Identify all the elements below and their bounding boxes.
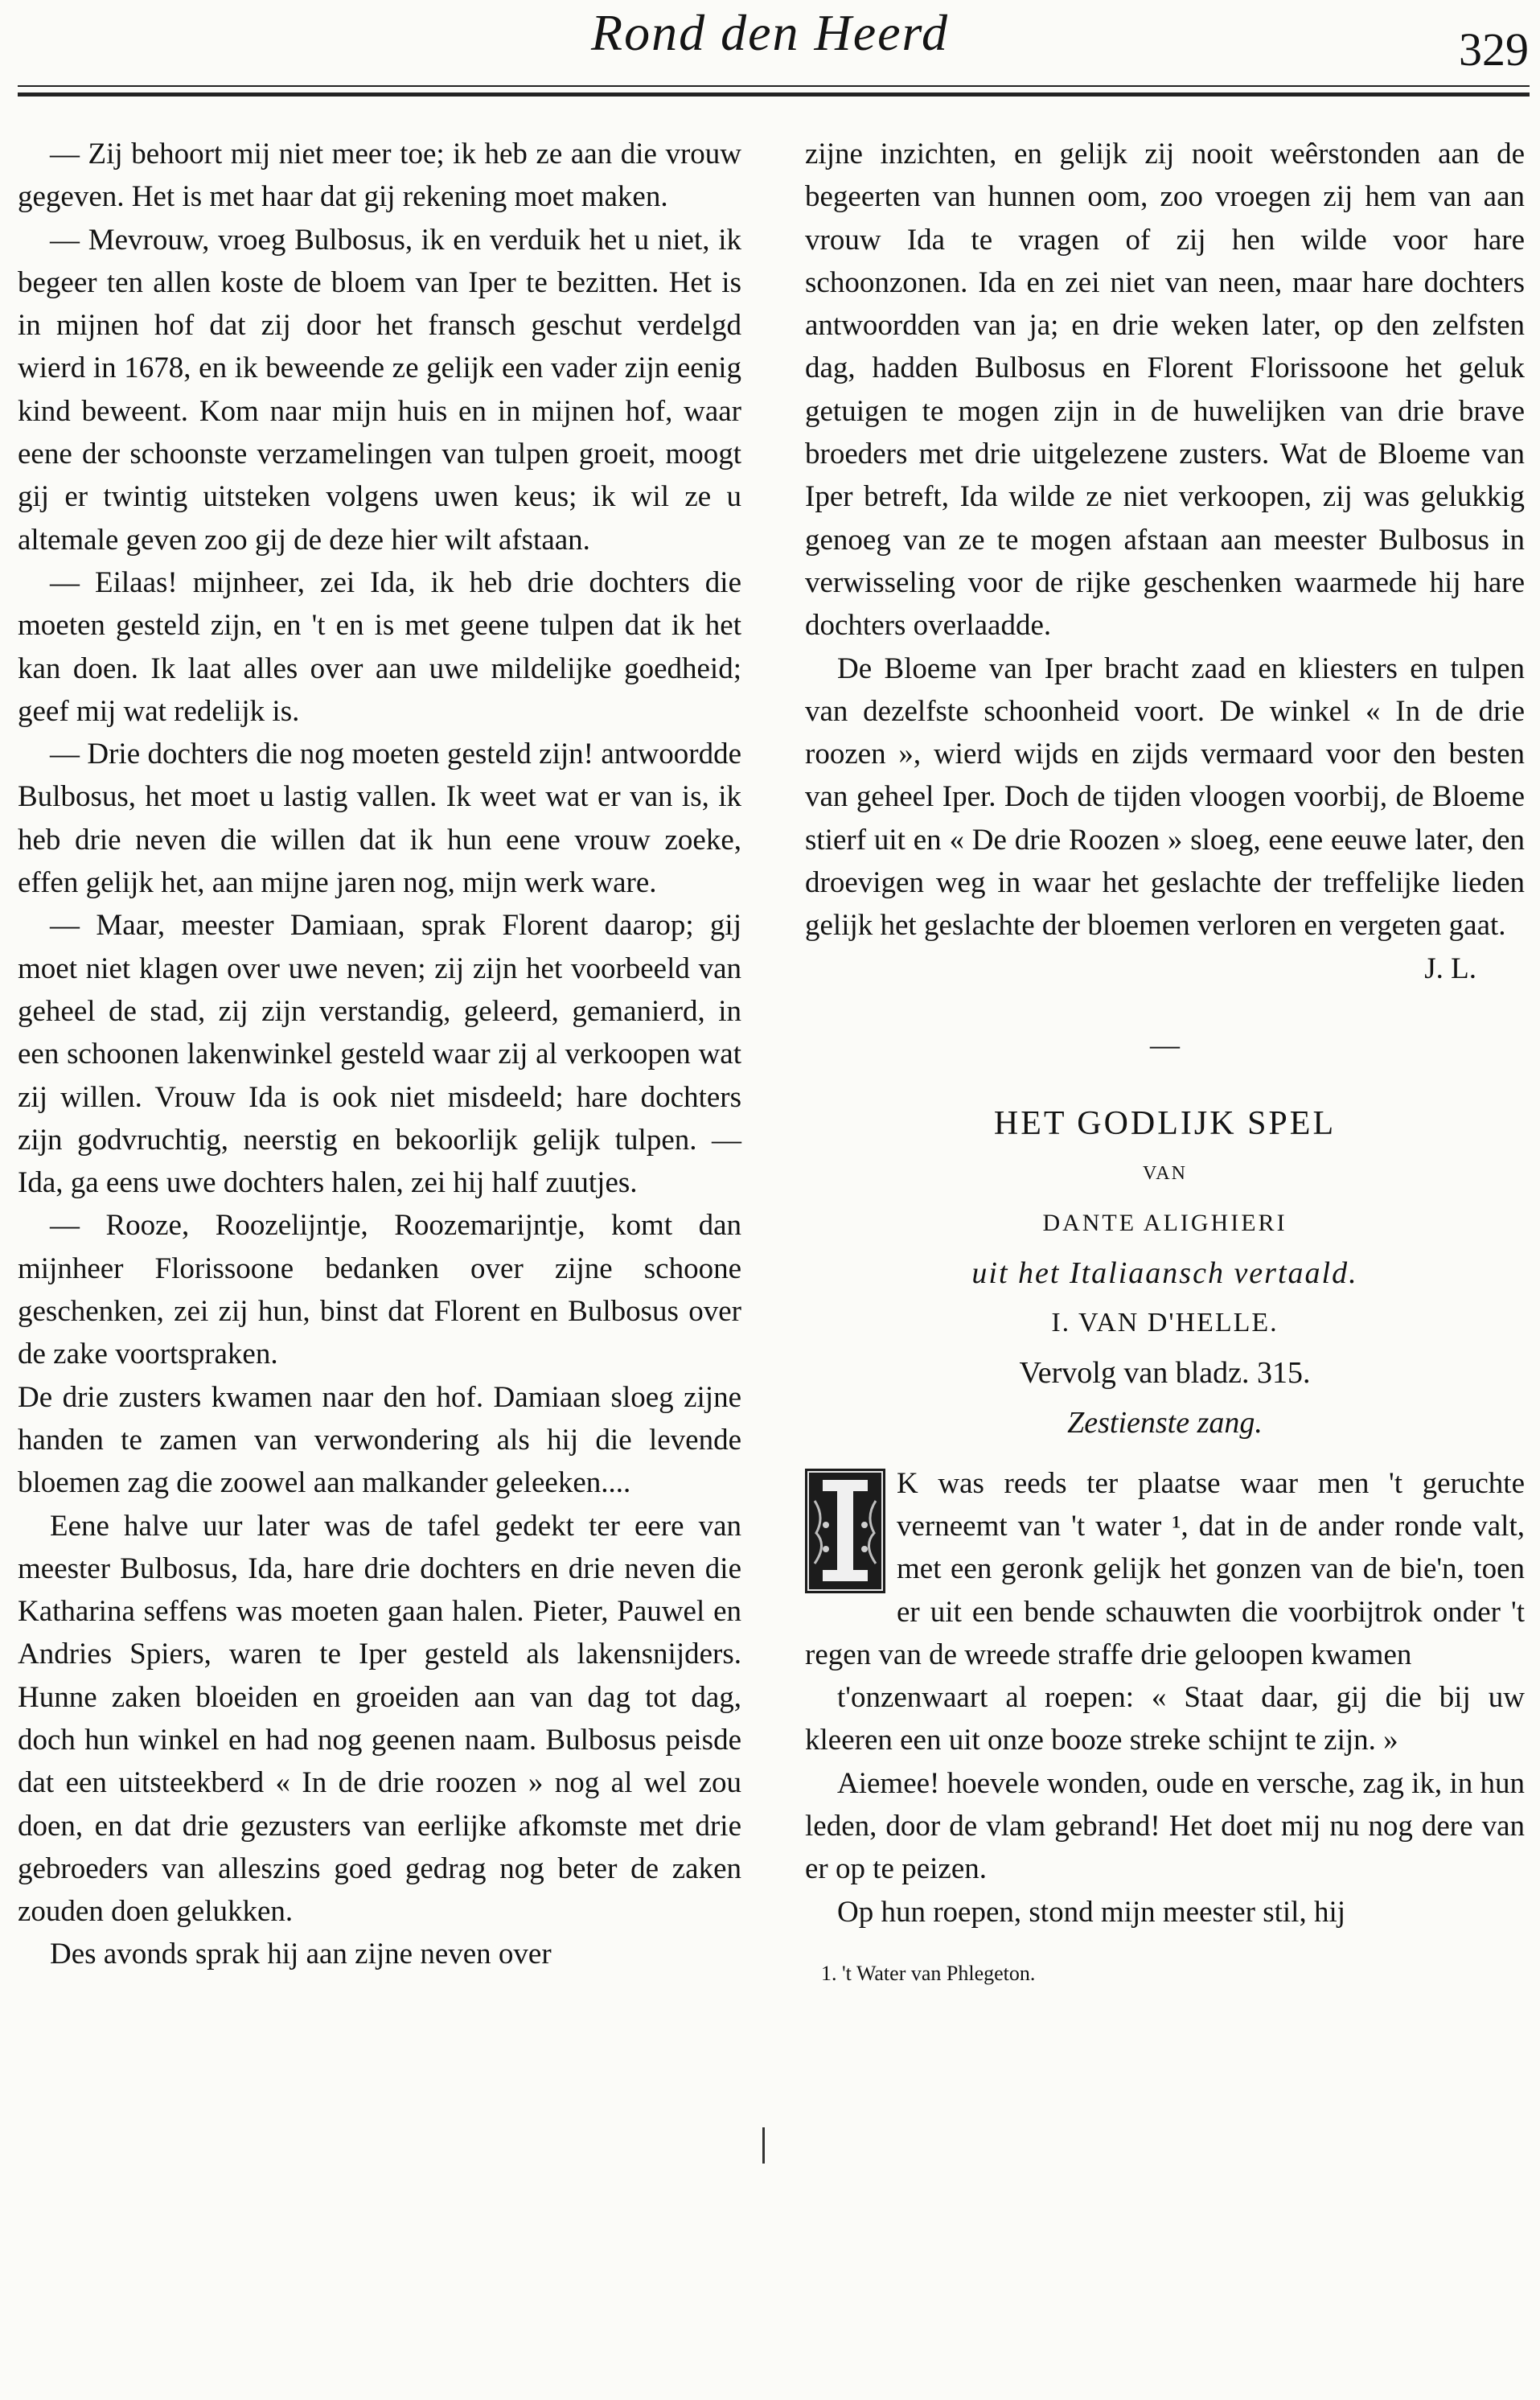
- left-column: [18, 133, 741, 1976]
- paragraph-text: De Bloeme van Iper bracht zaad en kliesters en tulpen van dezelfste schoonheid voort. De winkel « In de drie roozen », wierd wijds en zijds vermaard voor den besten van geheel Iper. Doch de tijden vloogen voorbij, de Bloeme stierf uit en « De drie Roozen » sloeg, eene eeuwe later, den droevigen weg in waar het geslachte der treffelijke lieden gelijk het geslachte der bloemen verloren en vergeten gaat.: [805, 651, 1525, 943]
- translation-note: uit het Italiaansch vertaald.: [971, 1255, 1358, 1290]
- paragraph: — Eilaas! mijnheer, zei Ida, ik heb drie dochters die moeten gesteld zijn, en 't en is met geene tulpen dat ik het kan doen. Ik laat alles over aan uwe mildelijke goedheid; geef mij wat redelijk is.: [18, 565, 741, 728]
- header-rule-thin: [18, 85, 1530, 87]
- paragraph: — Rooze, Roozelijntje, Roozemarijntje, komt dan mijnheer Florissoone bedanken over zijne schoone geschenken, zei zij hun, binst dat Florent en Bulbosus over de zake voortspraken.: [18, 1209, 741, 1371]
- footnote: 1. 't Water van Phlegeton.: [821, 1961, 1036, 1985]
- column-divider: [762, 2127, 765, 2164]
- poem-stanza: Op hun roepen, stond mijn meester stil, hij: [837, 1895, 1345, 1929]
- header-rule-thick: [18, 92, 1530, 97]
- title-van: VAN: [1143, 1162, 1187, 1184]
- paragraph: Eene halve uur later was de tafel gedekt ter eere van meester Bulbosus, Ida, hare drie dochters en drie neven die Katharina seffens was moeten gaan halen. Pieter, Pauwel en Andries Spiers, waren te Iper gesteld als lakensnijders. Hunne zaken bloeiden en groeiden aan van dag tot dag, doch hun winkel en had nog geenen naam. Bulbosus peisde dat een uitsteekberd « In de drie roozen » nog al wel zou doen, en dat drie gezusters van eerlijke afkomste met drie gebroeders van alleszins goed gedrag nog beter de zaken zouden doen gelukken.: [18, 1509, 741, 1929]
- poem-title-block: [805, 1099, 1525, 1448]
- translator-name: I. VAN D'HELLE.: [1051, 1307, 1279, 1338]
- paragraph: — Zij behoort mij niet meer toe; ik heb ze aan die vrouw gegeven. Het is met haar dat gij rekening moet maken.: [18, 138, 741, 214]
- running-title: Rond den Heerd: [590, 4, 950, 61]
- section-separator: —: [1150, 1028, 1180, 1062]
- poem-stanza: t'onzenwaart al roepen: « Staat daar, gij die bij uw kleeren een uit onze booze streke schijnt te zijn. »: [805, 1681, 1525, 1757]
- right-column: [805, 133, 1525, 1990]
- paragraph: [805, 647, 1525, 985]
- poem-body: [805, 1462, 1525, 1934]
- paragraph: zijne inzichten, en gelijk zij nooit weêrstonden aan de begeerten van hunnen oom, zoo vroegen zij hem van aan vrouw Ida te vragen of zij hen wilde voor hare schoonzonen. Ida en zei niet van neen, maar hare dochters antwoordden van ja; en drie weken later, op den zelfsten dag, hadden Bulbosus en Florent Florissoone het geluk getuigen te mogen zijn in de huwelijken van drie brave broeders met drie uitgelezene zusters. Wat de Bloeme van Iper betreft, Ida wilde ze niet verkoopen, zij was gelukkig genoeg van ze te mogen afstaan aan meester Bulbosus in verwisseling voor de rijke geschenken waarmede hij hare dochters overlaadde.: [805, 138, 1525, 643]
- page-number: 329: [1459, 23, 1529, 76]
- page-header: [0, 0, 1540, 88]
- paragraph: De drie zusters kwamen naar den hof. Damiaan sloeg zijne handen te zamen van verwondering als hij die levende bloemen zag die zoowel aan malkander geleeken....: [18, 1380, 741, 1500]
- poem-stanza: Aiemee! hoevele wonden, oude en versche, zag ik, in hun leden, door de vlam gebrand! Het doet mij nu nog dere van er op te peizen.: [805, 1766, 1525, 1886]
- paragraph: — Maar, meester Damiaan, sprak Florent daarop; gij moet niet klagen over uwe neven; zij zijn het voorbeeld van geheel de stad, zij zijn verstandig, geleerd, gemanierd, in een schoonen lakenwinkel gesteld waar zij al verkoopen wat zij willen. Vrouw Ida is ook niet misdeeld; hare dochters zijn godvruchtig, neerstig en bekoorlijk gelijk tulpen. — Ida, ga eens uwe dochters halen, zei hij half zuutjes.: [18, 909, 741, 1200]
- signature: J. L.: [1424, 951, 1476, 985]
- poem-stanza: K was reeds ter plaatse waar men 't geruchte verneemt van 't water ¹, dat in de ander ronde valt, met een geronk gelijk het gonzen van de bie'n, toen er uit een bende schauwten die voorbijtrok onder 't regen van de wreede straffe drie geloopen kwamen: [805, 1466, 1525, 1671]
- paragraph: Des avonds sprak hij aan zijne neven over: [50, 1938, 552, 1971]
- paragraph: — Drie dochters die nog moeten gesteld zijn! antwoordde Bulbosus, het moet u lastig vallen. Ik weet wat er van is, ik heb drie neven die willen dat ik hun eene vrouw zoeke, effen gelijk het, aan mijne jaren nog, mijn werk ware.: [18, 738, 741, 900]
- ornamental-initial-i-icon: [805, 1469, 885, 1593]
- canto-heading: Zestienste zang.: [1067, 1405, 1263, 1440]
- poem-title: HET GODLIJK SPEL: [993, 1104, 1337, 1142]
- author-name: DANTE ALIGHIERI: [1042, 1209, 1287, 1236]
- paragraph: — Mevrouw, vroeg Bulbosus, ik en verduik het u niet, ik begeer ten allen koste de bloem van Iper te bezitten. Het is in mijnen hof dat zij door het fransch geschut verdelgd wierd in 1678, en ik beweende ze gelijk een vader zijn eenig kind beweent. Kom naar mijn huis en in mijnen hof, waar eene der schoonste verzamelingen van tulpen groeit, moogt gij er twintig uitsteken volgens uwen keus; ik wil ze u altemale geven zoo gij de deze hier wilt afstaan.: [18, 223, 741, 557]
- continued-note: Vervolg van bladz. 315.: [1019, 1355, 1311, 1390]
